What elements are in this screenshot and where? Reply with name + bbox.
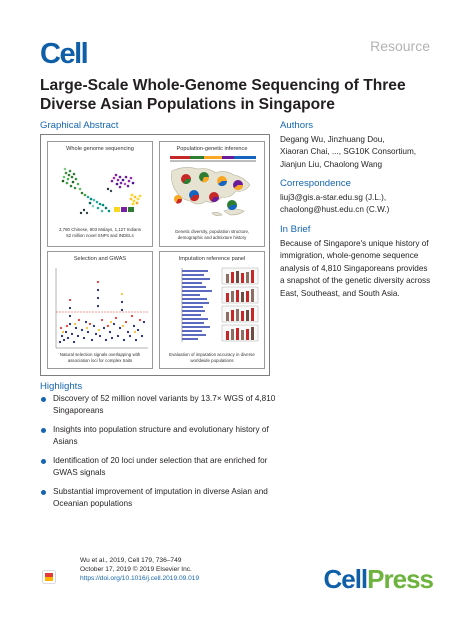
highlight-line: Asians [53,437,78,447]
highlight-item [53,455,283,480]
panel-title: Selection and GWAS [73,256,127,262]
manhattan-plot-figure [52,266,150,350]
highlight-item [53,424,283,449]
in-brief-line: a snapshot of the genetic diversity across [280,276,431,286]
pca-scatter-figure [54,155,148,221]
panel-population-genetic-inference [159,141,265,247]
journal-logo: Cell [40,38,88,70]
highlight-line: Discovery of 52 million novel variants by 13.7× WGS of 4,810 [53,394,276,403]
highlight-line: GWAS signals [53,468,106,478]
panel-whole-genome-sequencing [47,141,153,247]
panel-caption: Genetic diversity, population structure, demographic and admixture history [174,229,250,240]
cellpress-logo [323,566,433,592]
map-islands [212,209,244,216]
citation-line: October 17, 2019 © 2019 Elsevier Inc. [80,566,192,574]
in-brief-line: East, Southeast, and South Asia. [280,288,400,298]
manhattan-points-yellow [62,293,136,333]
highlight-line: Singaporeans [53,406,104,416]
highlight-line: Identification of 20 loci under selection that are enriched for [53,456,268,465]
in-brief-line: analysis of 4,810 Singaporeans provides [280,263,428,273]
correspondence-heading: Correspondence [280,178,351,189]
email-link[interactable]: liuj3@gis.a-star.edu.sg (J.L.), [280,193,387,202]
crossmark-icon[interactable] [42,570,56,584]
citation-line: Wu et al., 2019, Cell 179, 736–749 [80,557,182,564]
highlight-bullet [41,459,46,464]
manhattan-points-red [60,281,141,329]
panel-selection-gwas [47,251,153,369]
graphical-abstract [40,134,270,376]
highlights-heading: Highlights [40,381,83,392]
admixture-map-figure [164,155,262,225]
cellpress-logo-cell: Cell [323,564,368,594]
authors-line: Jianjun Liu, Chaolong Wang [280,159,383,169]
authors-heading: Authors [280,120,314,131]
highlight-line: Substantial improvement of imputation in diverse Asian and [53,487,268,496]
highlight-line: Insights into population structure and evolutionary history of [53,425,269,434]
pca-points-yellow [130,194,142,206]
pca-points-dark [80,188,112,214]
in-brief-heading: In Brief [280,224,311,235]
email-link[interactable]: chaolong@hust.edu.cn (C.W.) [280,205,390,215]
pca-points-green [62,168,87,197]
highlight-item [53,486,283,511]
in-brief-text [280,238,430,300]
accuracy-horizontal-bars [182,268,212,342]
imputation-accuracy-figure [164,266,262,350]
graphical-abstract-heading: Graphical Abstract [40,120,119,131]
highlight-item [53,393,283,418]
doi-link[interactable]: https://doi.org/10.1016/j.cell.2019.09.019 [80,575,200,583]
authors-line: Xiaoran Chai, ..., SG10K Consortium, [280,147,417,157]
accuracy-small-multiples [222,268,258,341]
in-brief-line: Because of Singapore's unique history of [280,239,429,248]
panel-imputation-reference [159,251,265,369]
panel-caption: Evaluation of imputation accuracy in diverse worldwide populations [169,352,255,363]
pca-points-teal [87,196,111,213]
highlight-bullet [41,397,46,402]
panel-caption: Natural selection signals overlapping with association loci for complex traits [59,352,141,363]
highlight-line: Oceanian populations [53,499,133,509]
authors-line: Degang Wu, Jinzhuang Dou, [280,135,385,144]
article-type: Resource [370,38,430,54]
panel-title: Whole genome sequencing [66,146,134,152]
highlight-bullet [41,428,46,433]
correspondence-emails [280,192,389,217]
pca-points-purple [111,174,135,189]
admixture-bar-strip [170,156,256,162]
in-brief-line: immigration, whole-genome sequence [280,251,419,261]
authors-list [280,134,416,171]
citation [80,556,199,584]
cellpress-logo-press: Press [367,564,433,594]
panel-caption: 2,780 Chinese, 903 Malays, 1,127 Indians 52 million novel SNPs and INDELs [58,227,141,238]
article-title: Large-Scale Whole-Genome Sequencing of Three Diverse Asian Populations in Singapore [40,77,406,113]
panel-title: Imputation reference panel [178,256,246,262]
highlight-bullet [41,490,46,495]
panel-title: Population-genetic inference [176,146,248,152]
